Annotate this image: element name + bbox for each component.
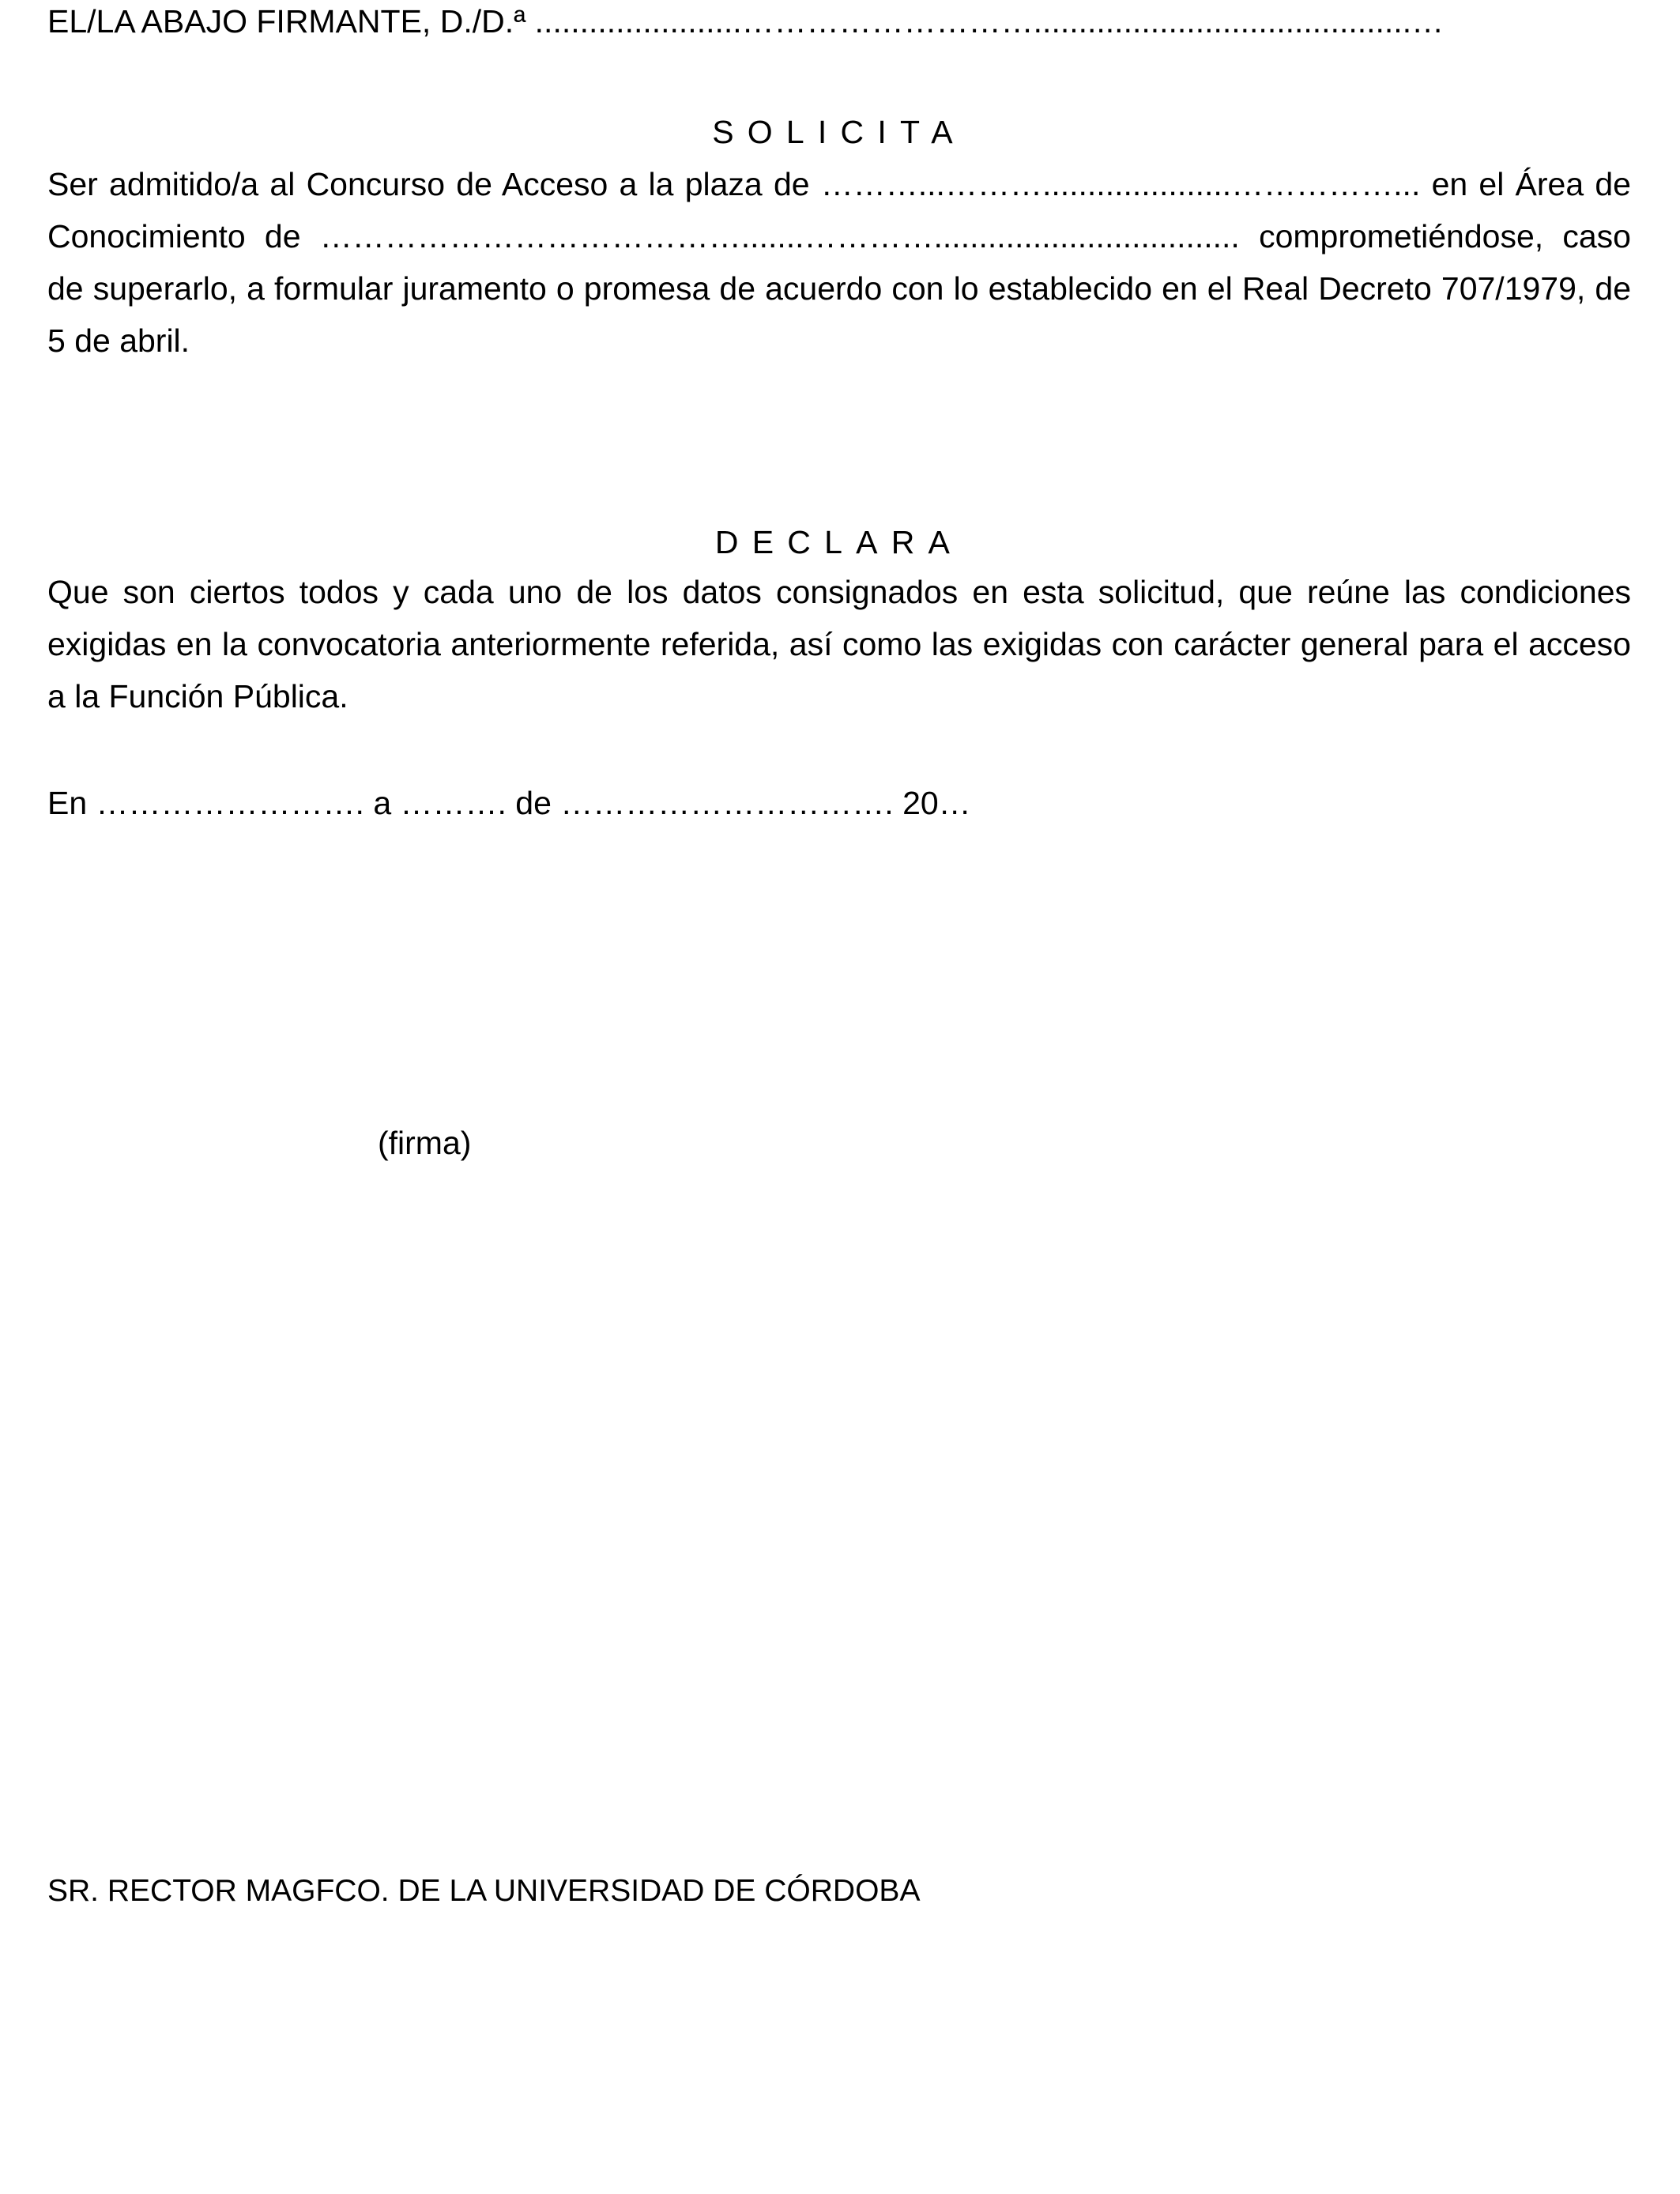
signature-label: (firma): [378, 1125, 472, 1161]
solicita-paragraph: Ser admitido/a al Concurso de Acceso a la plaza de ………...……….....................……………... en el Área de Conocimiento de ………………………………….......………….................................. comprometiéndose, caso de superarlo, a formular juramento o promesa de acuerdo con lo establecido en el Real Decreto 707/1979, de 5 de abril.: [47, 166, 1631, 359]
addressee-line: SR. RECTOR MAGFCO. DE LA UNIVERSIDAD DE CÓRDOBA: [47, 1874, 921, 1908]
signer-line: EL/LA ABAJO FIRMANTE, D./D.ª .......................………………………..........................................…: [47, 3, 1445, 40]
solicita-heading: SOLICITA: [712, 114, 966, 150]
declara-paragraph: Que son ciertos todos y cada uno de los datos consignados en esta solicitud, que reúne las condiciones exigidas en la convocatoria anteriormente referida, así como las exigidas con carácter general para el acceso a la Función Pública.: [47, 574, 1631, 714]
date-line: En ……………………. a ………. de …………………………. 20…: [47, 785, 971, 821]
declara-heading: DECLARA: [714, 524, 964, 560]
